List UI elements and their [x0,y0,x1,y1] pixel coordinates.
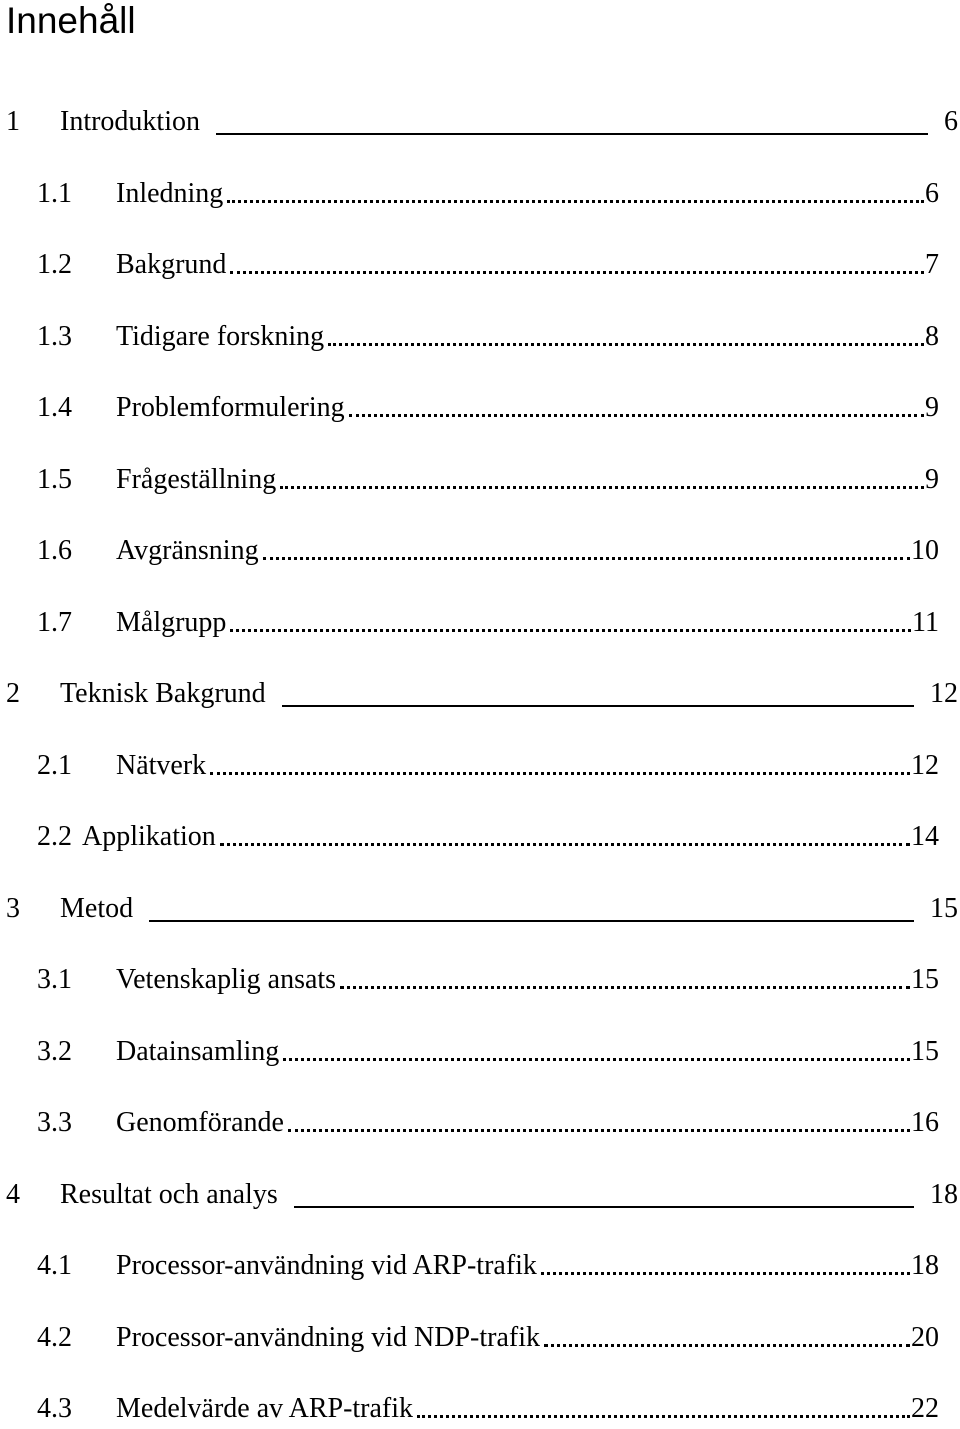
entry-page-number: 12 [930,674,958,714]
entry-number: 3.3 [37,1103,72,1143]
leader-line [294,1206,914,1208]
entry-page-number: 6 [944,102,958,142]
dot-leader [541,1272,910,1275]
leader-line [149,920,914,922]
leader-line [216,133,928,135]
toc-subsection-entry[interactable] [0,1246,960,1286]
toc-section-entry[interactable] [0,889,960,929]
entry-page-number: 15 [911,1032,939,1072]
entry-title: Målgrupp [116,603,226,643]
toc-subsection-entry[interactable] [0,174,960,214]
dot-leader [227,200,924,203]
toc-subsection-entry[interactable] [0,317,960,357]
dot-leader [417,1415,910,1418]
dot-leader [210,772,910,775]
toc-subsection-entry[interactable] [0,1389,960,1429]
dot-leader [349,414,924,417]
entry-page-number: 12 [911,746,939,786]
leader-line [282,705,914,707]
toc-subsection-entry[interactable] [0,1103,960,1143]
toc-subsection-entry[interactable] [0,960,960,1000]
toc-section-entry[interactable] [0,102,960,142]
dot-leader [288,1129,910,1132]
entry-title: Vetenskaplig ansats [116,960,336,1000]
dot-leader [280,486,924,489]
entry-title: Genomförande [116,1103,284,1143]
entry-number: 4 [6,1175,20,1215]
entry-number: 2 [6,674,20,714]
entry-number: 2.2 [37,817,72,857]
toc-section-entry[interactable] [0,674,960,714]
entry-title: Applikation [82,817,216,857]
entry-title: Avgränsning [116,531,259,571]
entry-page-number: 10 [911,531,939,571]
toc-section-entry[interactable] [0,1175,960,1215]
entry-page-number: 18 [930,1175,958,1215]
entry-page-number: 20 [911,1318,939,1358]
dot-leader [544,1344,910,1347]
dot-leader [220,843,910,846]
entry-page-number: 9 [925,388,939,428]
entry-number: 3.1 [37,960,72,1000]
entry-title: Resultat och analys [60,1175,278,1215]
toc-subsection-entry[interactable] [0,1318,960,1358]
entry-number: 1.1 [37,174,72,214]
entry-number: 1.3 [37,317,72,357]
entry-number: 3 [6,889,20,929]
dot-leader [263,557,910,560]
entry-number: 2.1 [37,746,72,786]
entry-page-number: 15 [930,889,958,929]
entry-page-number: 7 [925,245,939,285]
entry-page-number: 15 [911,960,939,1000]
entry-title: Introduktion [60,102,200,142]
dot-leader [340,986,910,989]
entry-page-number: 14 [911,817,939,857]
dot-leader [328,343,924,346]
dot-leader [230,629,911,632]
entry-number: 1.6 [37,531,72,571]
entry-number: 1.7 [37,603,72,643]
toc-subsection-entry[interactable] [0,817,960,857]
entry-title: Processor-användning vid NDP-trafik [116,1318,540,1358]
entry-title: Bakgrund [116,245,226,285]
entry-page-number: 6 [925,174,939,214]
entry-number: 1.4 [37,388,72,428]
entry-page-number: 18 [911,1246,939,1286]
entry-title: Metod [60,889,133,929]
entry-number: 1.5 [37,460,72,500]
dot-leader [283,1058,910,1061]
entry-number: 1.2 [37,245,72,285]
toc-subsection-entry[interactable] [0,746,960,786]
toc-subsection-entry[interactable] [0,1032,960,1072]
page-title: Innehåll [6,0,136,41]
entry-title: Inledning [116,174,223,214]
entry-title: Processor-användning vid ARP-trafik [116,1246,537,1286]
entry-page-number: 11 [912,603,939,643]
entry-title: Teknisk Bakgrund [60,674,266,714]
toc-subsection-entry[interactable] [0,603,960,643]
toc-subsection-entry[interactable] [0,460,960,500]
entry-title: Frågeställning [116,460,276,500]
entry-number: 4.3 [37,1389,72,1429]
entry-title: Tidigare forskning [116,317,324,357]
entry-title: Nätverk [116,746,206,786]
entry-number: 1 [6,102,20,142]
entry-title: Datainsamling [116,1032,279,1072]
toc-subsection-entry[interactable] [0,245,960,285]
entry-title: Problemformulering [116,388,345,428]
entry-page-number: 9 [925,460,939,500]
entry-number: 4.1 [37,1246,72,1286]
entry-page-number: 22 [911,1389,939,1429]
entry-number: 3.2 [37,1032,72,1072]
entry-page-number: 16 [911,1103,939,1143]
entry-number: 4.2 [37,1318,72,1358]
toc-subsection-entry[interactable] [0,388,960,428]
entry-title: Medelvärde av ARP-trafik [116,1389,413,1429]
toc-subsection-entry[interactable] [0,531,960,571]
entry-page-number: 8 [925,317,939,357]
dot-leader [230,271,924,274]
